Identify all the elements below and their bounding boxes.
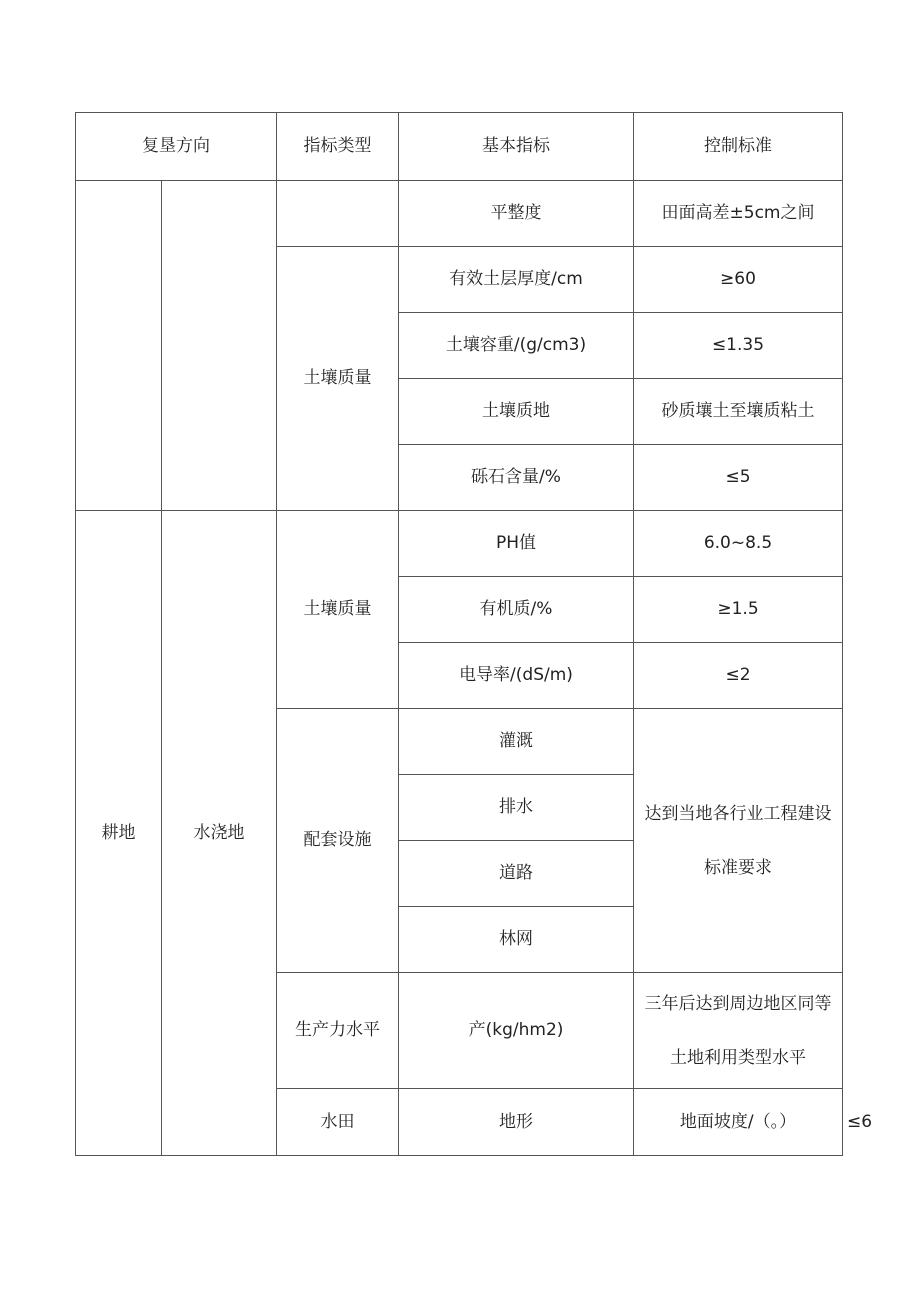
standard-cell: 达到当地各行业工程建设标准要求 [634, 709, 843, 973]
table-header-row [76, 113, 843, 181]
indicator-type-cell: 地形 [399, 1089, 634, 1156]
indicator-cell: PH值 [399, 511, 634, 577]
indicator-cell: 道路 [399, 841, 634, 907]
indicator-cell: 产(kg/hm2) [399, 973, 634, 1089]
direction-cell: 耕地 [76, 511, 162, 1156]
indicator-type-cell: 土壤质量 [277, 247, 399, 511]
indicator-cell: 林网 [399, 907, 634, 973]
empty-direction-cell [76, 181, 162, 511]
empty-type-cell [277, 181, 399, 247]
standard-cell: 6.0~8.5 [634, 511, 843, 577]
reclamation-standard-table [75, 112, 873, 1156]
subtype-cell: 水浇地 [162, 511, 277, 1156]
indicator-cell: 砾石含量/% [399, 445, 634, 511]
indicator-cell: 土壤容重/(g/cm3) [399, 313, 634, 379]
header-basic-indicator: 基本指标 [399, 113, 634, 181]
indicator-cell: 土壤质地 [399, 379, 634, 445]
standard-cell: ≥60 [634, 247, 843, 313]
indicator-type-cell: 土壤质量 [277, 511, 399, 709]
standard-cell: 田面高差±5cm之间 [634, 181, 843, 247]
standard-cell: ≤5 [634, 445, 843, 511]
standard-cell: ≤2 [634, 643, 843, 709]
table-row [76, 181, 843, 247]
indicator-cell: 有机质/% [399, 577, 634, 643]
standard-cell: 三年后达到周边地区同等土地利用类型水平 [634, 973, 843, 1089]
indicator-type-cell: 配套设施 [277, 709, 399, 973]
table-row: 水田 地形 地面坡度/（。） ≤6 [76, 1089, 843, 1156]
table-row [76, 511, 843, 577]
indicator-cell: 有效土层厚度/cm [399, 247, 634, 313]
indicator-cell: 灌溉 [399, 709, 634, 775]
indicator-cell: 地面坡度/（。） [634, 1089, 843, 1156]
header-direction: 复垦方向 [76, 113, 277, 181]
standard-cell: 砂质壤土至壤质粘土 [634, 379, 843, 445]
empty-subtype-cell [162, 181, 277, 511]
standard-cell: ≤1.35 [634, 313, 843, 379]
header-control-standard: 控制标准 [634, 113, 843, 181]
indicator-type-cell: 生产力水平 [277, 973, 399, 1089]
indicator-cell: 排水 [399, 775, 634, 841]
standard-cell: ≥1.5 [634, 577, 843, 643]
header-indicator-type: 指标类型 [277, 113, 399, 181]
subtype-cell: 水田 [277, 1089, 399, 1156]
indicator-cell: 电导率/(dS/m) [399, 643, 634, 709]
indicator-cell: 平整度 [399, 181, 634, 247]
